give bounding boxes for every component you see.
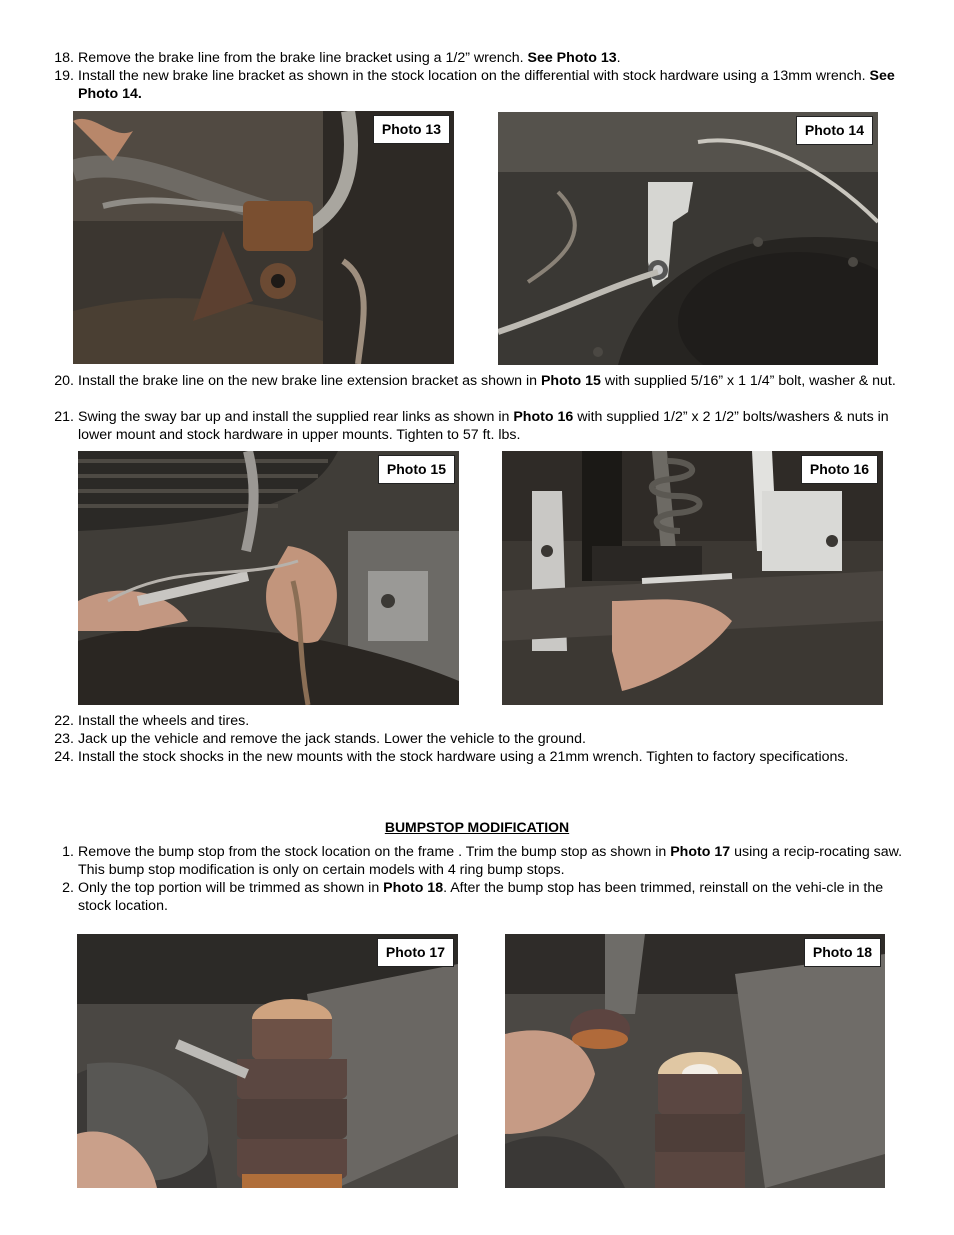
step-text-tail: using a recip-rocating saw. This bump stop modification is only on certain models with 4 ring bump stops. (78, 844, 903, 878)
step-number: 1. (62, 844, 74, 860)
photo-reference: Photo 18 (383, 880, 444, 896)
photo-reference: Photo 16 (513, 409, 574, 425)
photo-15-image (78, 451, 459, 705)
step-text: Jack up the vehicle and remove the jack stands. Lower the vehicle to the ground. (78, 731, 586, 747)
step-number: 18. (54, 50, 74, 66)
photo-14-image (498, 112, 878, 365)
step-number: 23. (54, 731, 74, 747)
step-22 (48, 712, 910, 730)
step-text-tail: with supplied 1/2” x 2 1/2” bolts/washers & nuts in lower mount and stock hardware in upper mounts. Tighten to 57 ft. lbs. (78, 409, 889, 443)
bumpstop-step-2 (48, 879, 910, 915)
step-text-tail: . (616, 50, 621, 66)
step-text: Swing the sway bar up and install the supplied rear links as shown in (78, 409, 514, 425)
photo-17-label: Photo 17 (377, 938, 454, 967)
step-20 (48, 372, 910, 390)
photo-15-label: Photo 15 (378, 455, 455, 484)
photo-reference: See Photo 13 (527, 50, 617, 66)
bumpstop-step-1 (48, 843, 910, 879)
section-heading: BUMPSTOP MODIFICATION (384, 819, 570, 835)
step-19 (48, 67, 910, 103)
step-text-tail: with supplied 5/16” x 1 1/4” bolt, washer & nut. (600, 373, 896, 389)
photo-18-image (505, 934, 885, 1188)
step-text: Install the brake line on the new brake line extension bracket as shown in (78, 373, 541, 389)
step-text: Install the new brake line bracket as shown in the stock location on the differential with stock hardware using a 13mm wrench. (78, 68, 870, 84)
step-number: 19. (54, 68, 74, 84)
step-text: Remove the brake line from the brake line bracket using a 1/2” wrench. (78, 50, 528, 66)
step-text: Install the stock shocks in the new mounts with the stock hardware using a 21mm wrench. Tighten to factory specifications. (78, 749, 849, 765)
photo-reference: See Photo 14. (78, 68, 895, 102)
step-23 (48, 730, 910, 748)
step-18 (48, 49, 910, 67)
photo-18-label: Photo 18 (804, 938, 881, 967)
step-text: Only the top portion will be trimmed as shown in (78, 880, 384, 896)
step-text: Remove the bump stop from the stock location on the frame . Trim the bump stop as shown in (78, 844, 671, 860)
step-21 (48, 408, 910, 444)
step-text-tail: . After the bump stop has been trimmed, reinstall on the vehi-cle in the stock location. (78, 880, 884, 914)
photo-reference: Photo 17 (670, 844, 731, 860)
photo-13-image (73, 111, 454, 364)
step-text: Install the wheels and tires. (78, 713, 250, 729)
photo-14-label: Photo 14 (796, 116, 873, 145)
photo-13-label: Photo 13 (373, 115, 450, 144)
photo-reference: Photo 15 (540, 373, 601, 389)
step-number: 24. (54, 749, 74, 765)
photo-17-image (77, 934, 458, 1188)
step-number: 22. (54, 713, 74, 729)
step-number: 2. (62, 880, 74, 896)
step-24 (48, 748, 910, 766)
step-number: 20. (54, 373, 74, 389)
photo-16-image (502, 451, 883, 705)
photo-16-label: Photo 16 (801, 455, 878, 484)
step-number: 21. (54, 409, 74, 425)
